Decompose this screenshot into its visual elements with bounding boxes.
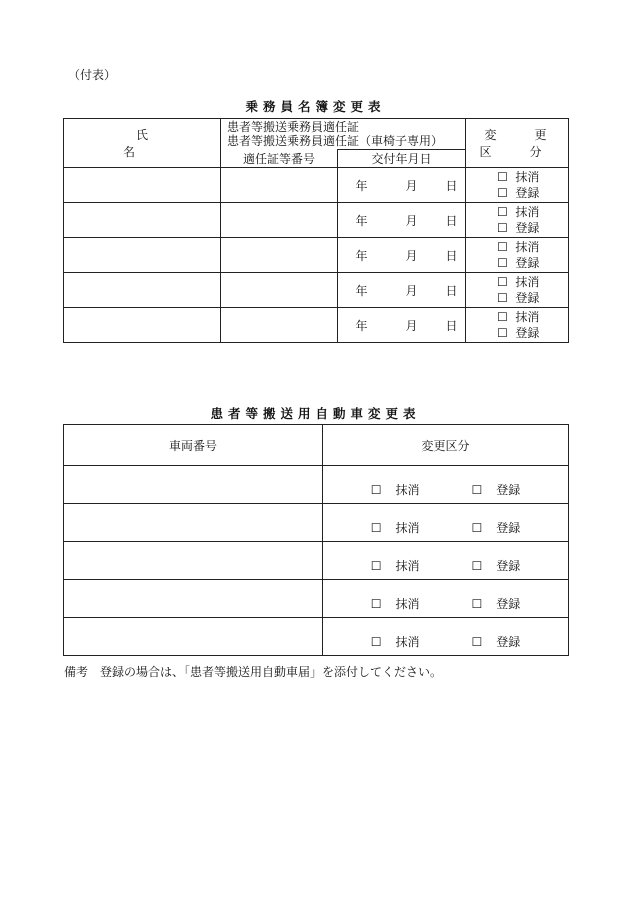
crew-issue-date-cell[interactable]: [338, 238, 466, 273]
register-option[interactable]: [472, 519, 521, 536]
crew-row: [64, 203, 569, 238]
delete-option[interactable]: [371, 633, 420, 650]
delete-label: 抹消: [395, 559, 420, 573]
vehicle-change-cell: [323, 504, 569, 542]
crew-issue-date-cell[interactable]: [338, 273, 466, 308]
checkbox-icon[interactable]: ☐: [497, 326, 508, 340]
vehicle-no-cell[interactable]: [64, 466, 323, 504]
vehicle-row: [64, 466, 569, 504]
cert-header-line1: 患者等搬送乗務員適任証: [227, 120, 360, 134]
crew-change-cell: [466, 168, 569, 203]
register-option[interactable]: [472, 595, 521, 612]
vehicle-no-cell[interactable]: [64, 542, 323, 580]
crew-cert-no-cell[interactable]: [221, 273, 338, 308]
date-month: 月: [405, 248, 418, 263]
col-vehicle-no-header: 車両番号: [64, 425, 323, 466]
delete-option[interactable]: [497, 204, 568, 220]
checkbox-icon[interactable]: ☐: [497, 275, 508, 289]
checkbox-icon[interactable]: ☐: [370, 559, 382, 573]
delete-option[interactable]: [371, 595, 420, 612]
checkbox-icon[interactable]: ☐: [497, 310, 508, 324]
date-month: 月: [405, 213, 418, 228]
date-day: 日: [445, 213, 458, 228]
delete-option[interactable]: [497, 274, 568, 290]
date-year: 年: [355, 318, 368, 333]
crew-name-cell[interactable]: [64, 273, 221, 308]
register-option[interactable]: [472, 557, 521, 574]
register-label: 登録: [496, 635, 521, 649]
vehicle-change-cell: [323, 542, 569, 580]
register-option[interactable]: [497, 185, 568, 201]
delete-label: 抹消: [515, 275, 540, 289]
checkbox-icon[interactable]: ☐: [497, 240, 508, 254]
checkbox-icon[interactable]: ☐: [370, 521, 382, 535]
delete-option[interactable]: [371, 557, 420, 574]
register-label: 登録: [515, 221, 540, 235]
crew-issue-date-cell[interactable]: [338, 308, 466, 343]
crew-name-cell[interactable]: [64, 168, 221, 203]
delete-option[interactable]: [497, 309, 568, 325]
col-name-header: [64, 119, 251, 168]
checkbox-icon[interactable]: ☐: [471, 559, 483, 573]
vehicle-change-cell: [323, 580, 569, 618]
checkbox-icon[interactable]: ☐: [497, 291, 508, 305]
register-option[interactable]: [497, 325, 568, 341]
crew-row: [64, 168, 569, 203]
crew-name-cell[interactable]: [64, 238, 221, 273]
crew-issue-date-cell[interactable]: [338, 168, 466, 203]
vehicle-row: [64, 504, 569, 542]
checkbox-icon[interactable]: ☐: [497, 221, 508, 235]
vehicle-change-table: [63, 424, 569, 656]
col-change-header: [466, 119, 585, 168]
checkbox-icon[interactable]: ☐: [471, 483, 483, 497]
remarks: 備考 登録の場合は、「患者等搬送用自動車届」を添付してください。: [64, 665, 443, 679]
checkbox-icon[interactable]: ☐: [370, 597, 382, 611]
delete-option[interactable]: [497, 239, 568, 255]
appendix-label: （付表）: [68, 68, 117, 82]
crew-issue-date-cell[interactable]: [338, 203, 466, 238]
crew-change-cell: [466, 203, 569, 238]
vehicle-row: [64, 542, 569, 580]
checkbox-icon[interactable]: ☐: [471, 521, 483, 535]
register-option[interactable]: [497, 290, 568, 306]
crew-row: [64, 238, 569, 273]
delete-label: 抹消: [395, 597, 420, 611]
crew-change-cell: [466, 308, 569, 343]
delete-label: 抹消: [395, 483, 420, 497]
date-day: 日: [445, 178, 458, 193]
col-cert-no-header: 適任証等番号: [221, 150, 338, 168]
crew-row: [64, 308, 569, 343]
cert-header: [221, 119, 466, 150]
crew-row: [64, 273, 569, 308]
register-label: 登録: [515, 256, 540, 270]
crew-cert-no-cell[interactable]: [221, 238, 338, 273]
crew-change-cell: [466, 273, 569, 308]
date-year: 年: [355, 248, 368, 263]
date-month: 月: [405, 178, 418, 193]
register-label: 登録: [496, 597, 521, 611]
delete-label: 抹消: [395, 635, 420, 649]
checkbox-icon[interactable]: ☐: [471, 597, 483, 611]
register-option[interactable]: [472, 633, 521, 650]
register-option[interactable]: [472, 481, 521, 498]
col-issue-date-header: 交付年月日: [338, 150, 466, 168]
register-label: 登録: [496, 521, 521, 535]
vehicle-header-row: [64, 425, 569, 466]
date-day: 日: [445, 318, 458, 333]
date-month: 月: [405, 318, 418, 333]
date-day: 日: [445, 283, 458, 298]
vehicle-change-cell: [323, 618, 569, 656]
vehicle-row: [64, 618, 569, 656]
col-vehicle-change-header: 変更区分: [323, 425, 569, 466]
delete-label: 抹消: [515, 310, 540, 324]
checkbox-icon[interactable]: ☐: [497, 186, 508, 200]
date-day: 日: [445, 248, 458, 263]
crew-table-title: 乗務員名簿変更表: [245, 99, 386, 114]
checkbox-icon[interactable]: ☐: [497, 205, 508, 219]
date-year: 年: [355, 213, 368, 228]
crew-cert-no-cell[interactable]: [221, 203, 338, 238]
checkbox-icon[interactable]: ☐: [370, 635, 382, 649]
crew-cert-no-cell[interactable]: [221, 168, 338, 203]
crew-name-cell[interactable]: [64, 203, 221, 238]
delete-option[interactable]: [371, 519, 420, 536]
register-label: 登録: [496, 559, 521, 573]
vehicle-row: [64, 580, 569, 618]
vehicle-no-cell[interactable]: [64, 580, 323, 618]
crew-header-row: [64, 119, 569, 150]
delete-label: 抹消: [395, 521, 420, 535]
checkbox-icon[interactable]: ☐: [497, 256, 508, 270]
checkbox-icon[interactable]: ☐: [471, 635, 483, 649]
checkbox-icon[interactable]: ☐: [497, 170, 508, 184]
delete-label: 抹消: [515, 240, 540, 254]
checkbox-icon[interactable]: ☐: [370, 483, 382, 497]
delete-option[interactable]: [497, 169, 568, 185]
crew-change-table: [63, 118, 585, 343]
register-label: 登録: [515, 186, 540, 200]
register-label: 登録: [515, 291, 540, 305]
vehicle-change-cell: [323, 466, 569, 504]
crew-cert-no-cell[interactable]: [221, 308, 338, 343]
col-change-label: 変 更 区 分: [479, 128, 585, 159]
date-year: 年: [355, 178, 368, 193]
crew-change-cell: [466, 238, 569, 273]
register-label: 登録: [496, 483, 521, 497]
cert-header-line2: 患者等搬送乗務員適任証（車椅子専用）: [227, 134, 444, 148]
register-option[interactable]: [497, 255, 568, 271]
date-month: 月: [405, 283, 418, 298]
date-year: 年: [355, 283, 368, 298]
crew-name-cell[interactable]: [64, 308, 221, 343]
vehicle-no-cell[interactable]: [64, 618, 323, 656]
delete-option[interactable]: [371, 481, 420, 498]
register-option[interactable]: [497, 220, 568, 236]
col-name-label: 氏 名: [122, 128, 251, 159]
vehicle-no-cell[interactable]: [64, 504, 323, 542]
delete-label: 抹消: [515, 205, 540, 219]
delete-label: 抹消: [515, 170, 540, 184]
register-label: 登録: [515, 326, 540, 340]
vehicle-table-title: 患者等搬送用自動車変更表: [210, 406, 421, 421]
